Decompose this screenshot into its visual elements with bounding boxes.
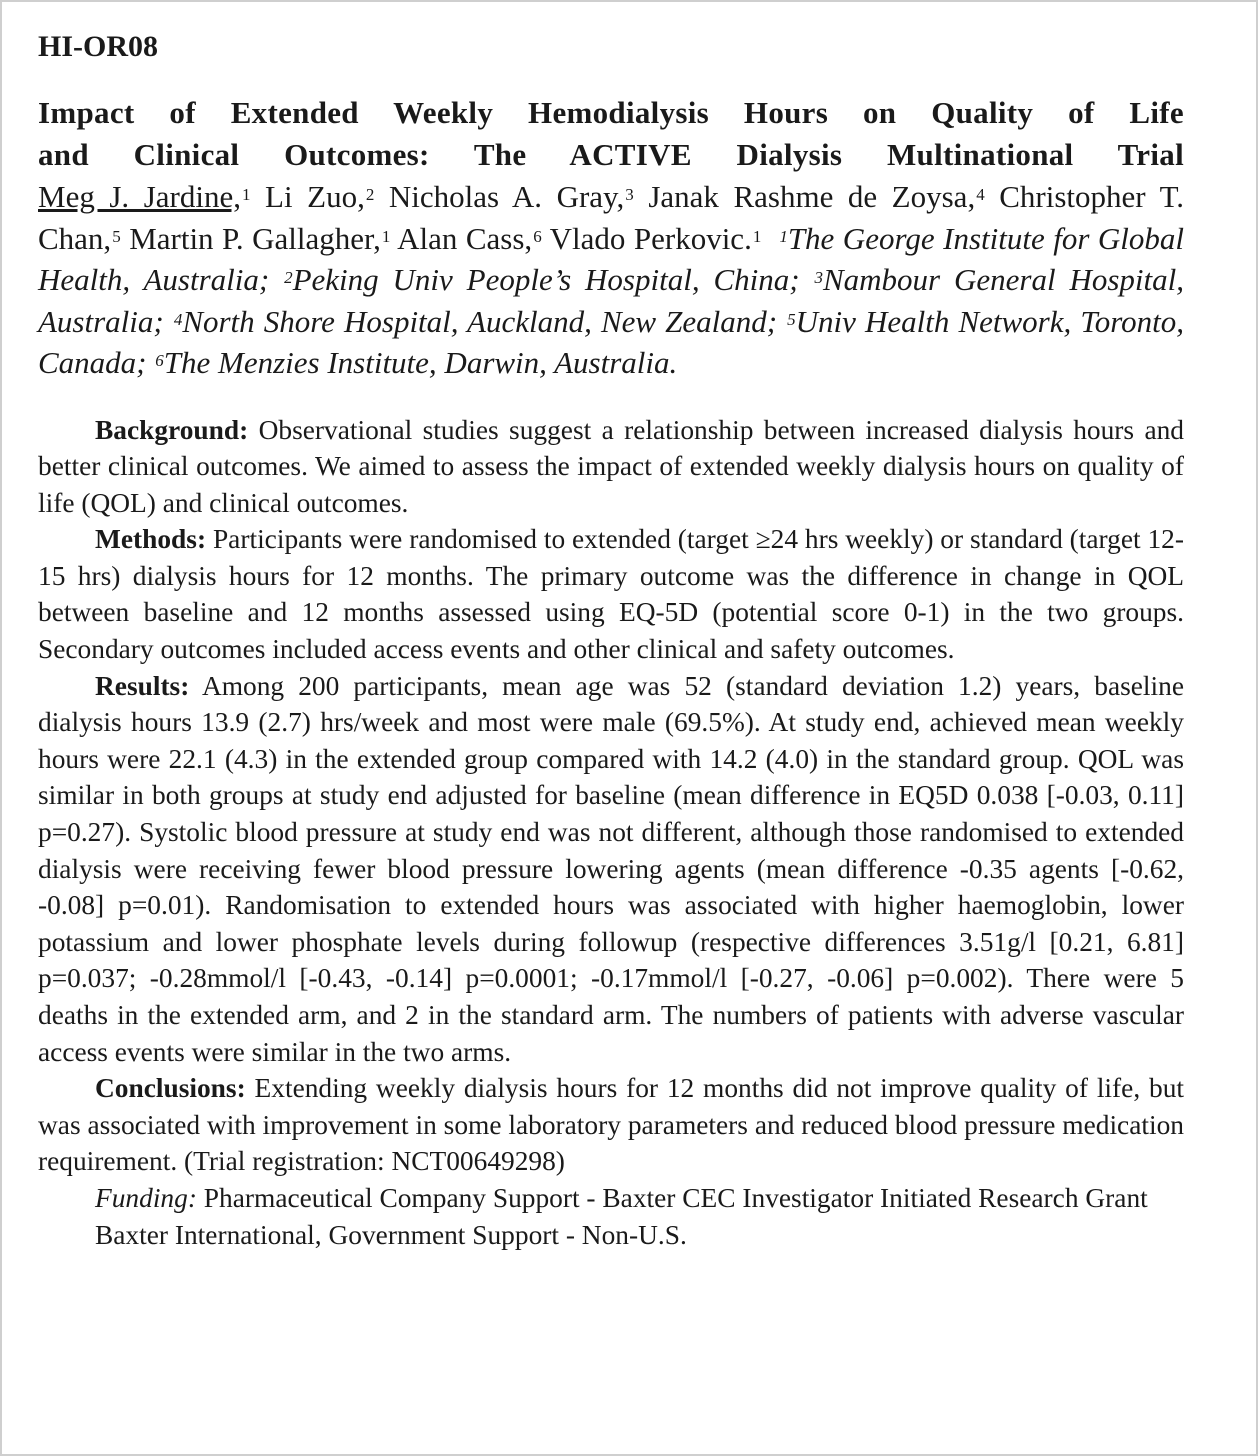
affiliation-sup: 3 [814, 268, 823, 287]
author-sup: 5 [112, 226, 121, 246]
funding-text: Pharmaceutical Company Support - Baxter CEC Investigator Initiated Research Grant [196, 1182, 1148, 1213]
affiliation-sup: 2 [284, 268, 293, 287]
author-name: Li Zuo, [265, 179, 365, 214]
conclusions-text: Extending weekly dialysis hours for 12 months did not improve quality of life, but was associated with improvement in some laboratory parameters and reduced blood pressure medication requirement. (Trial registration: NCT00649298) [38, 1073, 1184, 1177]
background-section [38, 412, 1184, 522]
affiliation-sup: 4 [173, 309, 183, 329]
results-section [38, 668, 1184, 1071]
affiliation-sup: 5 [787, 309, 796, 329]
affiliation: Univ Health Network, Toronto, Canada; [38, 303, 1184, 380]
affiliation: North Shore Hospital, Auckland, New Zealand; [182, 303, 778, 339]
affiliation-sup: 6 [155, 351, 164, 370]
title-line-1: Impact of Extended Weekly Hemodialysis Hours on Quality of Life [38, 95, 1184, 130]
conclusions-section [38, 1070, 1184, 1180]
abstract-title [38, 92, 1184, 176]
affiliation: The George Institute for Global Health, Australia; [38, 220, 1184, 297]
author-name: Alan Cass, [397, 220, 533, 256]
author-sup: 1 [242, 185, 251, 204]
author-list [38, 176, 1184, 384]
title-line-2: and Clinical Outcomes: The ACTIVE Dialysis Multinational Trial [38, 137, 1184, 172]
author-sup: 6 [533, 226, 542, 246]
author-name: Janak Rashme de Zoysa, [648, 179, 976, 214]
affiliation: Peking Univ People’s Hospital, China; [292, 262, 800, 297]
author-sup: 2 [365, 185, 375, 204]
author-sup: 1 [381, 226, 391, 246]
background-text: Observational studies suggest a relationship between increased dialysis hours and better clinical outcomes. We aimed to assess the impact of extended weekly dialysis hours on quality of life (QOL) and clinical outcomes. [38, 414, 1184, 518]
methods-section [38, 521, 1184, 667]
funding-label: Funding: [95, 1182, 197, 1213]
author-sup: 4 [976, 185, 985, 204]
author-name: Vlado Perkovic. [549, 220, 752, 256]
affiliation: Nambour General Hospital, Australia; [38, 262, 1184, 339]
author-sup: 3 [625, 185, 634, 204]
affiliation-sup: 1 [779, 226, 788, 246]
author-name: Christopher T. Chan, [38, 179, 1184, 256]
author-name: Nicholas A. Gray, [388, 179, 625, 214]
methods-text: Participants were randomised to extended (target ≥24 hrs weekly) or standard (target 12-15 hrs) dialysis hours for 12 months. The primary outcome was the difference in change in QOL between baseline and 12 months assessed using EQ-5D (potential score 0-1) in the two groups. Secondary outcomes included access events and other clinical and safety outcomes. [38, 524, 1184, 665]
background-label: Background: [95, 414, 249, 445]
funding-section [38, 1180, 1184, 1217]
conclusions-label: Conclusions: [95, 1073, 246, 1104]
affiliation: The Menzies Institute, Darwin, Australia. [163, 345, 678, 380]
support-line: Baxter International, Government Support - Non-U.S. [95, 1219, 687, 1250]
results-label: Results: [95, 670, 190, 701]
author-name-presenter: Meg J. Jardine, [38, 179, 241, 214]
results-text: Among 200 participants, mean age was 52 (standard deviation 1.2) years, baseline dialysis hours 13.9 (2.7) hrs/week and most were male (69.5%). At study end, achieved mean weekly hours were 22.1 (4.3) in the extended group compared with 14.2 (4.0) in the standard group. QOL was similar in both groups at study end adjusted for baseline (mean difference in EQ5D 0.038 [-0.03, 0.11] p=0.27). Systolic blood pressure at study end was not different, although those randomised to extended dialysis were receiving fewer blood pressure lowering agents (mean difference -0.35 agents [-0.62, -0.08] p=0.01). Randomisation to extended hours was associated with higher haemoglobin, lower potassium and lower phosphate levels during followup (respective differences 3.51g/l [0.21, 6.81] p=0.037; -0.28mmol/l [-0.43, -0.14] p=0.0001; -0.17mmol/l [-0.27, -0.06] p=0.002). There were 5 deaths in the extended arm, and 2 in the standard arm. The numbers of patients with adverse vascular access events were similar in the two arms. [38, 670, 1184, 1067]
abstract-code: HI-OR08 [38, 30, 158, 63]
abstract-content [38, 28, 1184, 1253]
methods-label: Methods: [95, 524, 207, 555]
author-sup: 1 [752, 226, 762, 246]
author-name: Martin P. Gallagher, [129, 220, 381, 256]
